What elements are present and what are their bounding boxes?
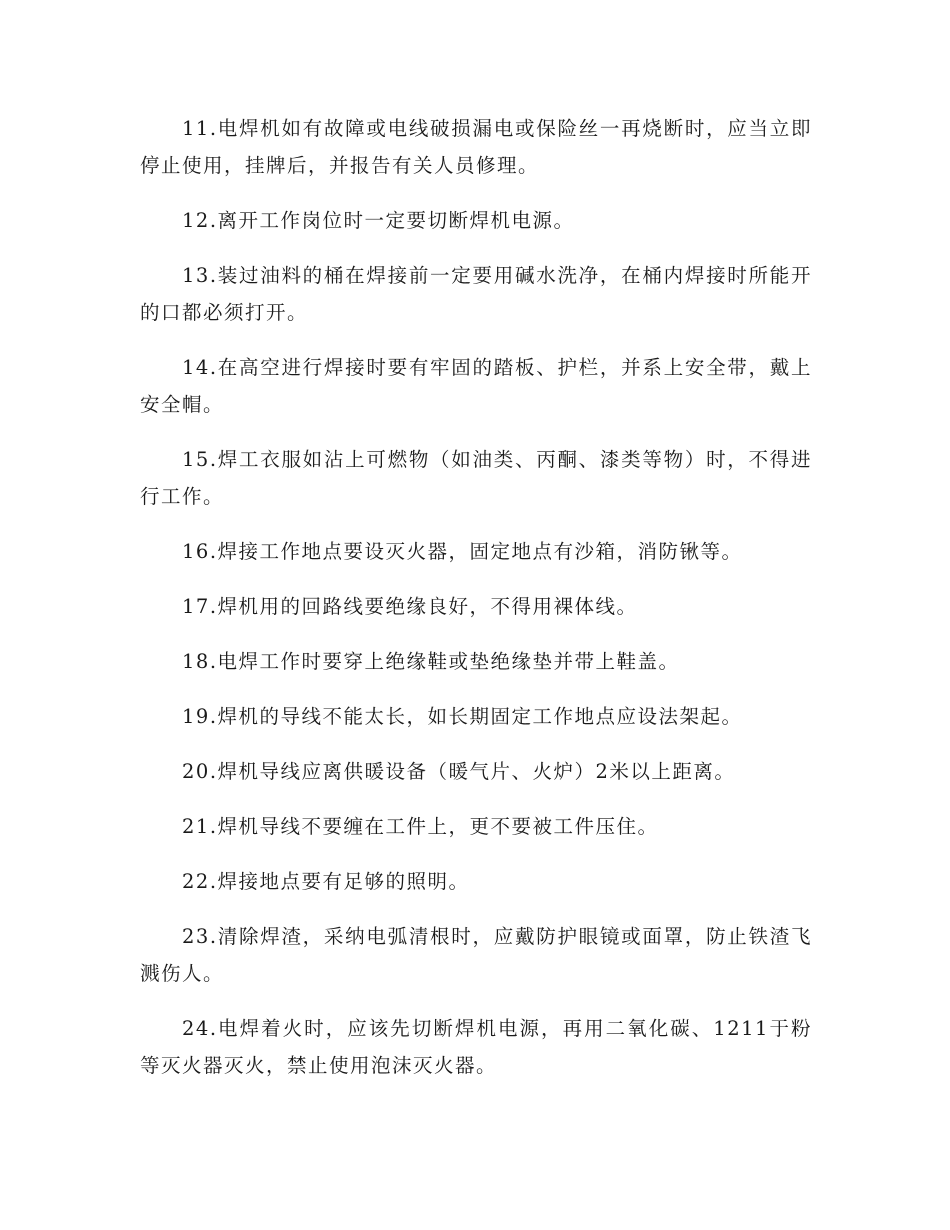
paragraph-item-21: 21.焊机导线不要缠在工件上，更不要被工件压住。	[182, 815, 659, 838]
paragraph-item-14: 14.在高空进行焊接时要有牢固的踏板、护栏，并系上安全带，戴上安全帽。	[140, 356, 812, 416]
paragraph-item-17: 17.焊机用的回路线要绝缘良好，不得用裸体线。	[182, 595, 638, 618]
paragraph-item-12: 12.离开工作岗位时一定要切断焊机电源。	[182, 209, 575, 232]
paragraph-item-18: 18.电焊工作时要穿上绝缘鞋或垫绝缘垫并带上鞋盖。	[182, 650, 680, 673]
paragraph-item-16: 16.焊接工作地点要设灭火器，固定地点有沙箱，消防锹等。	[182, 540, 743, 563]
paragraph-item-24: 24.电焊着火时，应该先切断焊机电源，再用二氧化碳、1211于粉等灭火器灭火，禁止使用泡沫灭火器。	[140, 1017, 812, 1077]
document-body	[140, 110, 812, 1102]
paragraph-item-11: 11.电焊机如有故障或电线破损漏电或保险丝一再烧断时，应当立即停止使用，挂牌后，并报告有关人员修理。	[140, 117, 812, 177]
paragraph-item-23: 23.清除焊渣，采纳电弧清根时，应戴防护眼镜或面罩，防止铁渣飞溅伤人。	[140, 925, 812, 985]
paragraph-item-20: 20.焊机导线应离供暖设备（暖气片、火炉）2米以上距离。	[182, 760, 736, 783]
paragraph-item-19: 19.焊机的导线不能太长，如长期固定工作地点应设法架起。	[182, 705, 743, 728]
paragraph-item-22: 22.焊接地点要有足够的照明。	[182, 870, 470, 893]
paragraph-item-13: 13.装过油料的桶在焊接前一定要用碱水洗净，在桶内焊接时所能开的口都必须打开。	[140, 264, 812, 324]
paragraph-item-15: 15.焊工衣服如沾上可燃物（如油类、丙酮、漆类等物）时，不得进行工作。	[140, 448, 812, 508]
